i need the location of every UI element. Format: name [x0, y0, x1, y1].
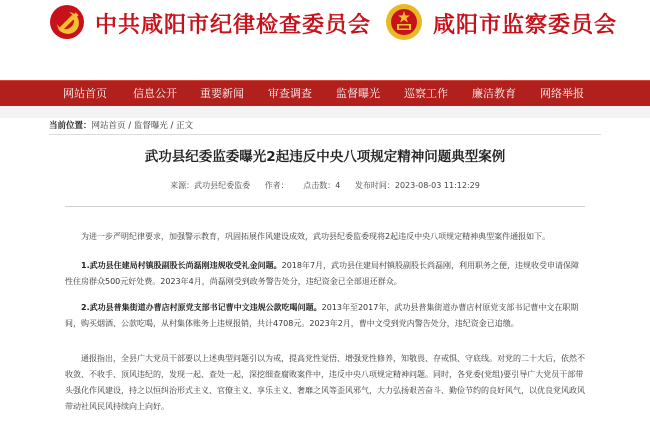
- main-nav: [0, 80, 650, 106]
- article-source: 来源：武功县纪委监委: [170, 181, 251, 190]
- supervisory-commission-title: 咸阳市监察委员会: [433, 12, 618, 38]
- party-committee-title: 中共咸阳市纪律检查委员会: [95, 12, 372, 38]
- article-author: 作者：: [264, 181, 289, 190]
- site-header: [0, 0, 650, 78]
- intro-text: 为进一步严明纪律要求，加强警示教育，巩固拓展作风建设成效，武功县纪委监委现将2起违反中央八项规定精神典型案件通报如下。: [81, 232, 551, 241]
- case-1-body: 2018年7月，武功县住建局村镇股副股长尚磊刚，利用职务之便，违规收受申请保障性住房群众500元好处费。2023年4月，尚磊刚受到政务警告处分，违纪资金已全部退还群众。: [65, 261, 580, 286]
- article-title: 武功县纪委监委曝光2起违反中央八项规定精神问题典型案例: [144, 149, 506, 165]
- case-2: [65, 300, 585, 332]
- breadcrumb: [49, 119, 193, 133]
- nav-item-report[interactable]: 网络举报: [540, 87, 584, 100]
- case-1-lead: 1.武功县住建局村镇股副股长尚磊刚违规收受礼金问题。: [81, 261, 282, 270]
- article-published: 发布时间：2023-08-03 11:12:29: [354, 181, 480, 190]
- case-1: [65, 258, 585, 290]
- nav-item-exposure[interactable]: 监督曝光: [336, 87, 380, 100]
- nav-item-news[interactable]: 重要新闻: [200, 87, 244, 100]
- nav-item-inspection[interactable]: 巡察工作: [404, 87, 448, 100]
- nav-item-home[interactable]: 网站首页: [63, 87, 107, 100]
- article-closing: [65, 351, 585, 415]
- breadcrumb-current: 正文: [176, 121, 194, 131]
- nav-item-investigation[interactable]: 审查调查: [268, 87, 312, 100]
- closing-text: 通报指出，全县广大党员干部要以上述典型问题引以为戒，提高党性觉悟、增强党性修养，知敬畏、存戒惧、守底线。对党的二十大后，依然不收敛、不收手、顶风违纪的，发现一起、查处一起，深挖细查腐败案件中，违反中央八项规定精神问题。同时，各党委(党组)要引导广大党员干部带头强化作风建设，持之以恒纠治形式主义、官僚主义、享乐主义、奢靡之风等歪风邪气，大力弘扬艰苦奋斗、勤俭节约的良好风气，以优良党风政风带动社风民风持续向上向好。: [65, 354, 585, 411]
- divider-band: [0, 106, 650, 118]
- case-2-body: 2013年至2017年，武功县普集街道办曹店村原党支部书记曹中文在职期间，购买烟酒、公款吃喝，从村集体账务上违规报销，共计4708元。2023年2月，曹中文受到党内警告处分，违纪资金已追缴。: [65, 303, 579, 328]
- breadcrumb-label: 当前位置：: [49, 121, 92, 131]
- breadcrumb-separator: /: [167, 121, 177, 131]
- breadcrumb-separator: /: [125, 121, 134, 131]
- article-views: 点击数：4: [303, 181, 341, 190]
- party-emblem-icon: [49, 4, 85, 40]
- breadcrumb-exposure-link[interactable]: 监督曝光: [133, 121, 168, 131]
- breadcrumb-rule: [49, 134, 601, 135]
- case-2-lead: 2.武功县普集街道办曹店村原党支部书记曹中文违规公款吃喝问题。: [81, 303, 322, 312]
- meta-rule: [65, 206, 585, 207]
- article-meta: [0, 180, 650, 191]
- nav-item-integrity-education[interactable]: 廉洁教育: [472, 87, 516, 100]
- nav-item-info-disclosure[interactable]: 信息公开: [133, 87, 177, 100]
- article-intro: [65, 229, 585, 245]
- national-emblem-icon: [385, 3, 423, 41]
- breadcrumb-home-link[interactable]: 网站首页: [91, 121, 126, 131]
